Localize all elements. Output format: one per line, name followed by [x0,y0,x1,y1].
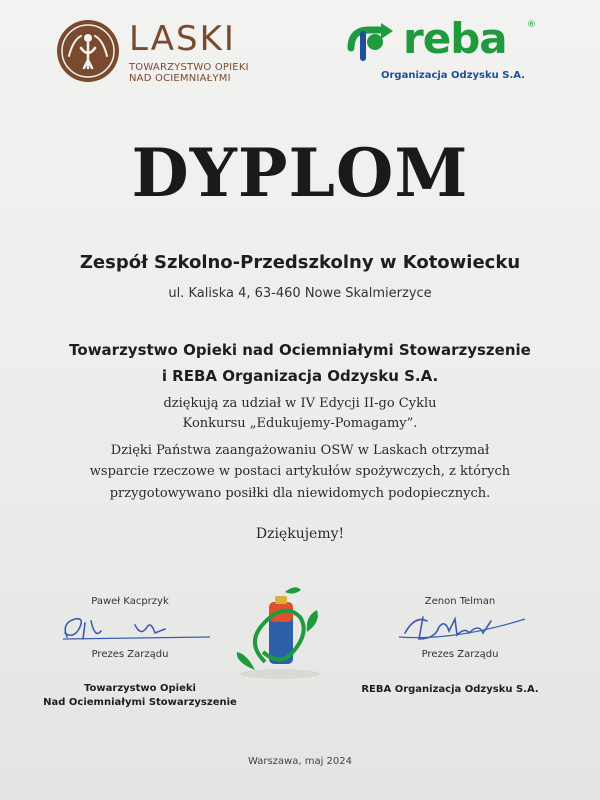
signatory-name-left: Paweł Kacprzyk [91,596,169,607]
signatory-role-right: Prezes Zarządu [421,649,499,660]
signatory-name-right: Zenon Telman [424,596,496,607]
signatory-org-left-line1: Towarzystwo Opieki [84,683,196,694]
laski-logo [55,18,255,84]
signatory-org-left [40,682,240,710]
laski-subtitle [129,62,249,84]
awarding-org-line1: Towarzystwo Opieki nad Ociemniałymi Stowarzyszenie [69,341,531,359]
reba-recycle-icon [345,22,407,62]
body-line-4: wsparcie rzeczowe w postaci artykułów spożywczych, z których [89,464,511,479]
place-and-date: Warszawa, maj 2024 [247,756,352,767]
signatory-role-left: Prezes Zarządu [91,649,169,660]
body-line-5: przygotowywano posiłki dla niewidomych podopiecznych. [109,486,491,501]
laski-subtitle-line2: NAD OCIEMNIAŁYMI [129,73,231,84]
recipient-name: Zespół Szkolno-Przedszkolny w Kotowiecku [79,252,521,273]
signature-block-right [360,596,560,660]
laski-subtitle-line1: TOWARZYSTWO OPIEKI [129,62,249,73]
signatory-org-right: REBA Organizacja Odzysku S.A. [361,684,539,695]
diploma-title: DYPLOM [131,134,469,212]
handwritten-signature-right [375,609,545,647]
body-line-2: Konkursu „Edukujemy-Pomagamy”. [182,416,418,431]
laski-emblem-icon [55,18,121,84]
battery-plant-emblem-icon [225,582,335,682]
signature-block-left [30,596,230,660]
reba-registered-mark: ® [527,20,536,30]
thanks-text: Dziękujemy! [255,526,345,542]
reba-wordmark: reba [403,14,507,63]
awarding-org-line2: i REBA Organizacja Odzysku S.A. [161,367,439,385]
reba-subtitle: Organizacja Odzysku S.A. [381,70,525,81]
reba-logo [345,14,545,84]
body-line-3: Dzięki Państwa zaangażowaniu OSW w Laskach otrzymał [110,443,490,458]
handwritten-signature-left [45,609,215,647]
signatory-org-left-line2: Nad Ociemniałymi Stowarzyszenie [43,697,237,708]
body-line-1: dziękują za udział w IV Edycji II-go Cyklu [163,396,437,411]
recipient-address: ul. Kaliska 4, 63-460 Nowe Skalmierzyce [168,286,432,301]
laski-wordmark: LASKI [129,19,236,59]
